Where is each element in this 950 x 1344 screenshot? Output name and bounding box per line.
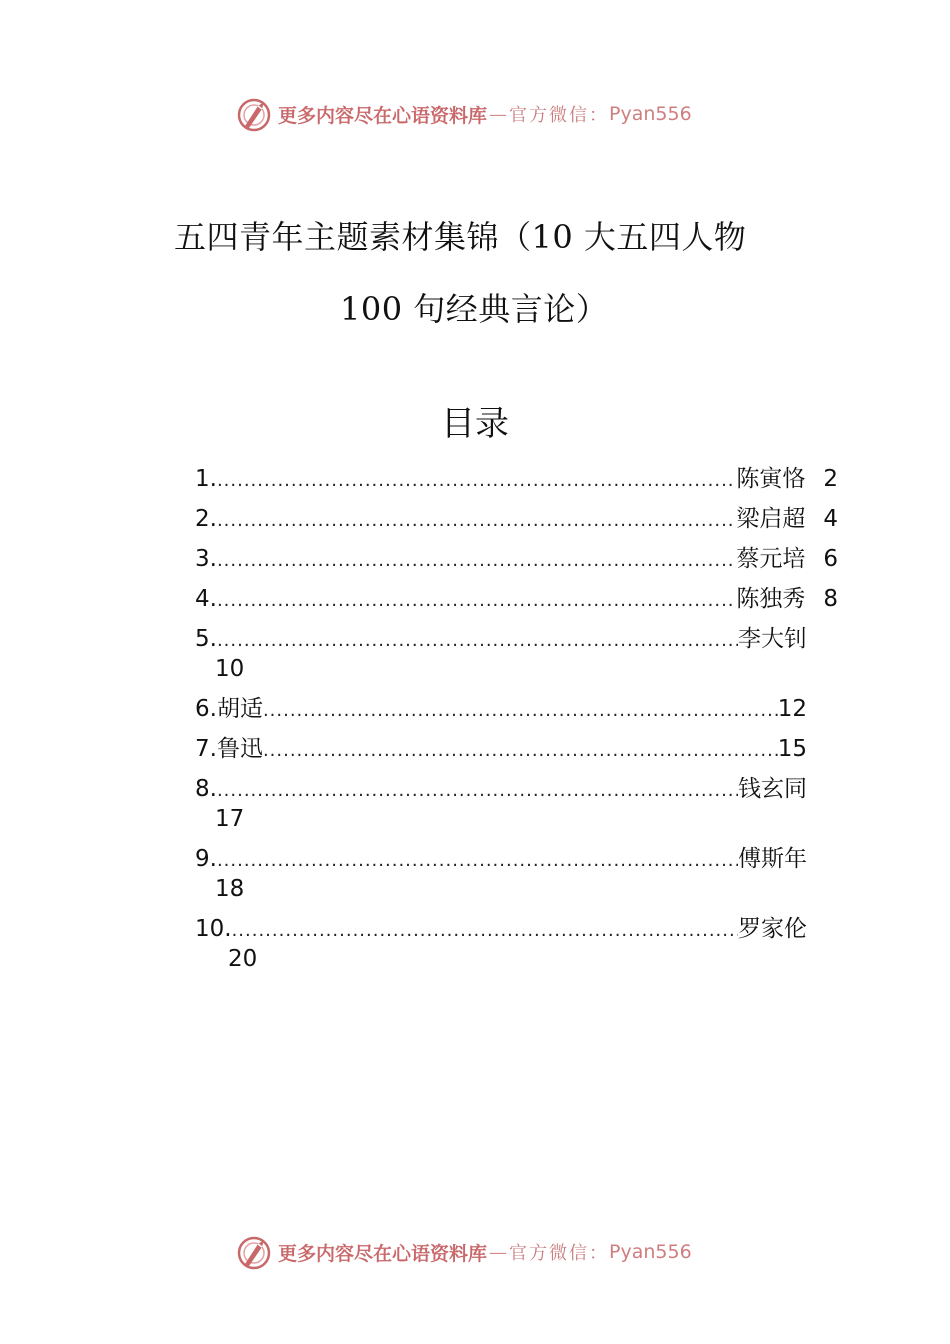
toc-entry-page: 17 [215,806,245,832]
toc-dot-leader [217,546,736,576]
watermark-dash: — [489,103,508,125]
toc-entry-5[interactable] [195,624,855,684]
watermark-dash: — [489,1241,508,1263]
toc-entry-page: 18 [215,876,245,902]
toc-dot-leader [217,586,736,616]
toc-entry-number: 2. [195,506,217,532]
toc-heading: 目录 [441,404,509,444]
toc-entry-10[interactable] [195,914,855,974]
toc-entry-name: 陈独秀 [736,586,806,612]
toc-dot-leader [217,846,738,876]
toc-entry-name: 梁启超 [736,506,806,532]
watermark-wechat-label: 官方微信： [509,1243,610,1264]
document-title-line-1: 五四青年主题素材集锦（10 大五四人物 [174,218,747,256]
toc-dot-leader [263,736,778,766]
toc-entry-9[interactable] [195,844,855,904]
toc-entry-page: 4 [823,506,838,532]
toc-entry-6[interactable] [195,694,855,724]
toc-dot-leader [232,916,738,946]
toc-entry-8[interactable] [195,774,855,834]
toc-dot-leader [217,626,738,656]
toc-dot-leader [263,696,778,726]
toc-entry-1[interactable] [195,464,855,494]
toc-dot-leader [217,466,736,496]
toc-entry-number: 5. [195,626,217,652]
footer-watermark [236,1232,692,1272]
toc-entry-name: 罗家伦 [738,916,807,942]
toc-entry-page: 20 [228,946,258,972]
toc-entry-3[interactable] [195,544,855,574]
watermark-wechat-id: Pyan556 [609,103,692,125]
pen-nib-logo-icon [236,96,272,132]
toc-entry-page: 8 [823,586,838,612]
toc-entry-name: 鲁迅 [216,736,263,762]
watermark-slogan: 更多内容尽在心语资料库 [278,104,488,127]
toc-entry-2[interactable] [195,504,855,534]
document-title-line-2: 100 句经典言论） [340,290,609,328]
toc-entry-page: 2 [823,466,838,492]
toc-entry-page: 15 [777,736,807,762]
toc-entry-4[interactable] [195,584,855,614]
toc-entry-name: 胡适 [216,696,263,722]
header-watermark [236,94,692,134]
table-of-contents [195,464,855,974]
toc-entry-name: 傅斯年 [738,846,807,872]
toc-entry-7[interactable] [195,734,855,764]
toc-entry-name: 陈寅恪 [736,466,806,492]
watermark-wechat-id: Pyan556 [609,1241,692,1263]
toc-entry-name: 李大钊 [738,626,807,652]
toc-entry-number: 10. [195,916,232,942]
toc-entry-name: 蔡元培 [736,546,806,572]
toc-entry-number: 9. [195,846,217,872]
toc-dot-leader [217,506,736,536]
toc-entry-page: 6 [823,546,838,572]
watermark-slogan: 更多内容尽在心语资料库 [278,1242,488,1265]
toc-entry-page: 12 [777,696,807,722]
toc-entry-name: 钱玄同 [738,776,807,802]
toc-entry-number: 3. [195,546,217,572]
pen-nib-logo-icon [236,1234,272,1270]
toc-entry-number: 4. [195,586,217,612]
toc-entry-number: 8. [195,776,217,802]
toc-entry-number: 7. [195,736,217,762]
toc-entry-page: 10 [215,656,245,682]
toc-entry-number: 1. [195,466,217,492]
toc-entry-number: 6. [195,696,217,722]
toc-dot-leader [217,776,738,806]
watermark-wechat-label: 官方微信： [509,105,610,126]
